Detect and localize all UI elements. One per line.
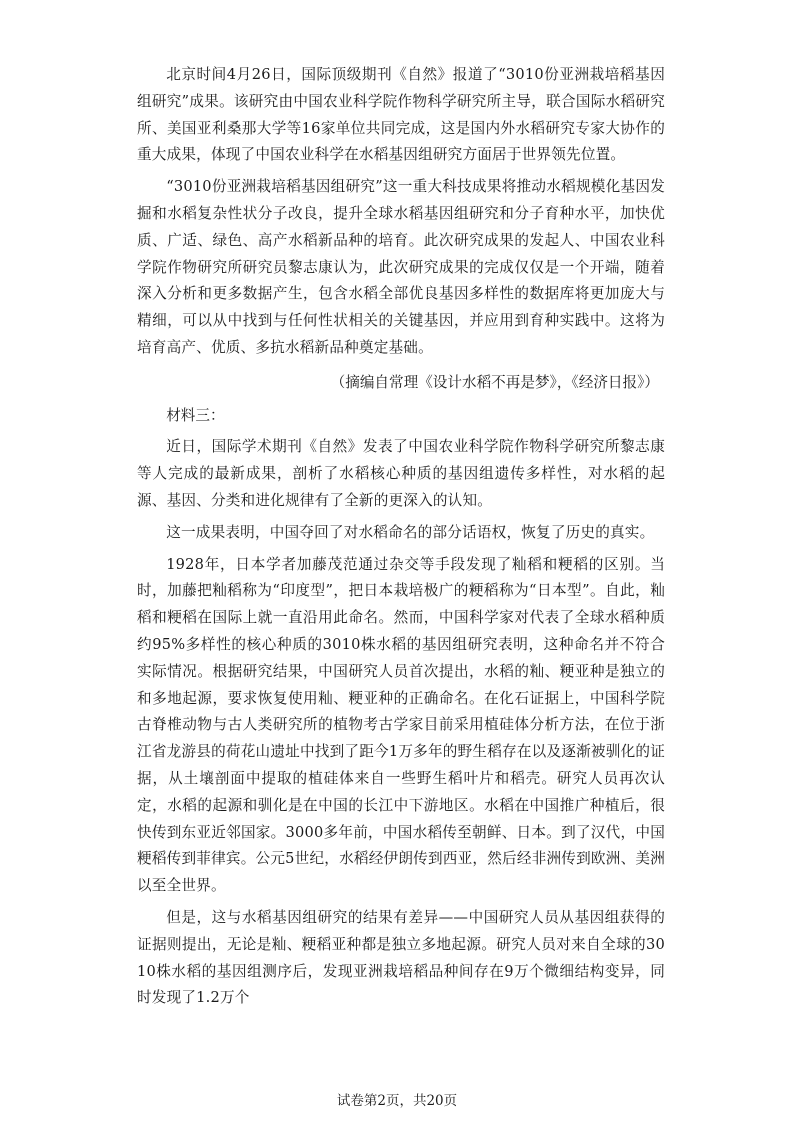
paragraph-rice-genome-report: 北京时间4月26日，国际顶级期刊《自然》报道了“3010份亚洲栽培稻基因组研究”成果。该研究由中国农业科学院作物科学研究所主导，联合国际水稻研究所、美国亚利桑那大学等16家单位共同完成，这是国内外水稻研究专家大协作的重大成果，体现了中国农业科学在水稻基因组研究方面居于世界领先位置。 [137,66,665,164]
paragraph-history-of-naming: 1928年，日本学者加藤茂范通过杂交等手段发现了籼稻和粳稻的区别。当时，加藤把籼稻称为“印度型”，把日本栽培极广的粳稻称为“日本型”。自此，籼稻和粳稻在国际上就一直沿用此命名。然而，中国科学家对代表了全球水稻种质约95%多样性的核心种质的3010株水稻的基因组研究表明，这种命名并不符合实际情况。根据研究结果，中国研究人员首次提出，水稻的籼、粳亚种是独立的和多地起源，要求恢复使用籼、粳亚种的正确命名。在化石证据上，中国科学院古脊椎动物与古人类研究所的植物考古学家目前采用植硅体分析方法，在位于浙江省龙游县的荷花山遗址中找到了距今1万多年的野生稻存在以及逐渐被驯化的证据，从土壤剖面中提取的植硅体来自一些野生稻叶片和稻壳。研究人员再次认定，水稻的起源和驯化是在中国的长江中下游地区。水稻在中国推广种植后，很快传到东亚近邻国家。3000多年前，中国水稻传至朝鲜、日本。到了汉代，中国粳稻传到菲律宾。公元5世纪，水稻经伊朗传到西亚，然后经非洲传到欧洲、美洲以至全世界。 [137,555,665,895]
section-label-material-three: 材料三： [166,406,225,424]
paragraph-nature-publication: 近日，国际学术期刊《自然》发表了中国农业科学院作物科学研究所黎志康等人完成的最新成果，剖析了水稻核心种质的基因组遗传多样性，对水稻的起源、基因、分类和进化规律有了全新的更深入的认知。 [137,438,665,509]
document-body [137,62,665,1012]
page-footer: 试卷第2页，共20页 [336,1093,458,1109]
citation-source: （摘编自常理《设计水稻不再是梦》，《经济日报》） [330,373,659,391]
paragraph-naming-rights: 这一成果表明，中国夺回了对水稻命名的部分话语权，恢复了历史的真实。 [166,523,655,541]
paragraph-research-impact: “3010份亚洲栽培稻基因组研究”这一重大科技成果将推动水稻规模化基因发掘和水稻复杂性状分子改良，提升全球水稻基因组研究和分子育种水平，加快优质、广适、绿色、高产水稻新品种的培育。此次研究成果的发起人、中国农业科学院作物研究所研究员黎志康认为，此次研究成果的完成仅仅是一个开端，随着深入分析和更多数据产生，包含水稻全部优良基因多样性的数据库将更加庞大与精细，可以从中找到与任何性状相关的关键基因，并应用到育种实践中。这将为培育高产、优质、多抗水稻新品种奠定基础。 [137,178,665,356]
paragraph-genome-evidence: 但是，这与水稻基因组研究的结果有差异——中国研究人员从基因组获得的证据则提出，无论是籼、粳稻亚种都是独立多地起源。研究人员对来自全球的3010株水稻的基因组测序后，发现亚洲栽培稻品种间存在9万个微细结构变异，同时发现了1.2万个 [137,908,665,1007]
